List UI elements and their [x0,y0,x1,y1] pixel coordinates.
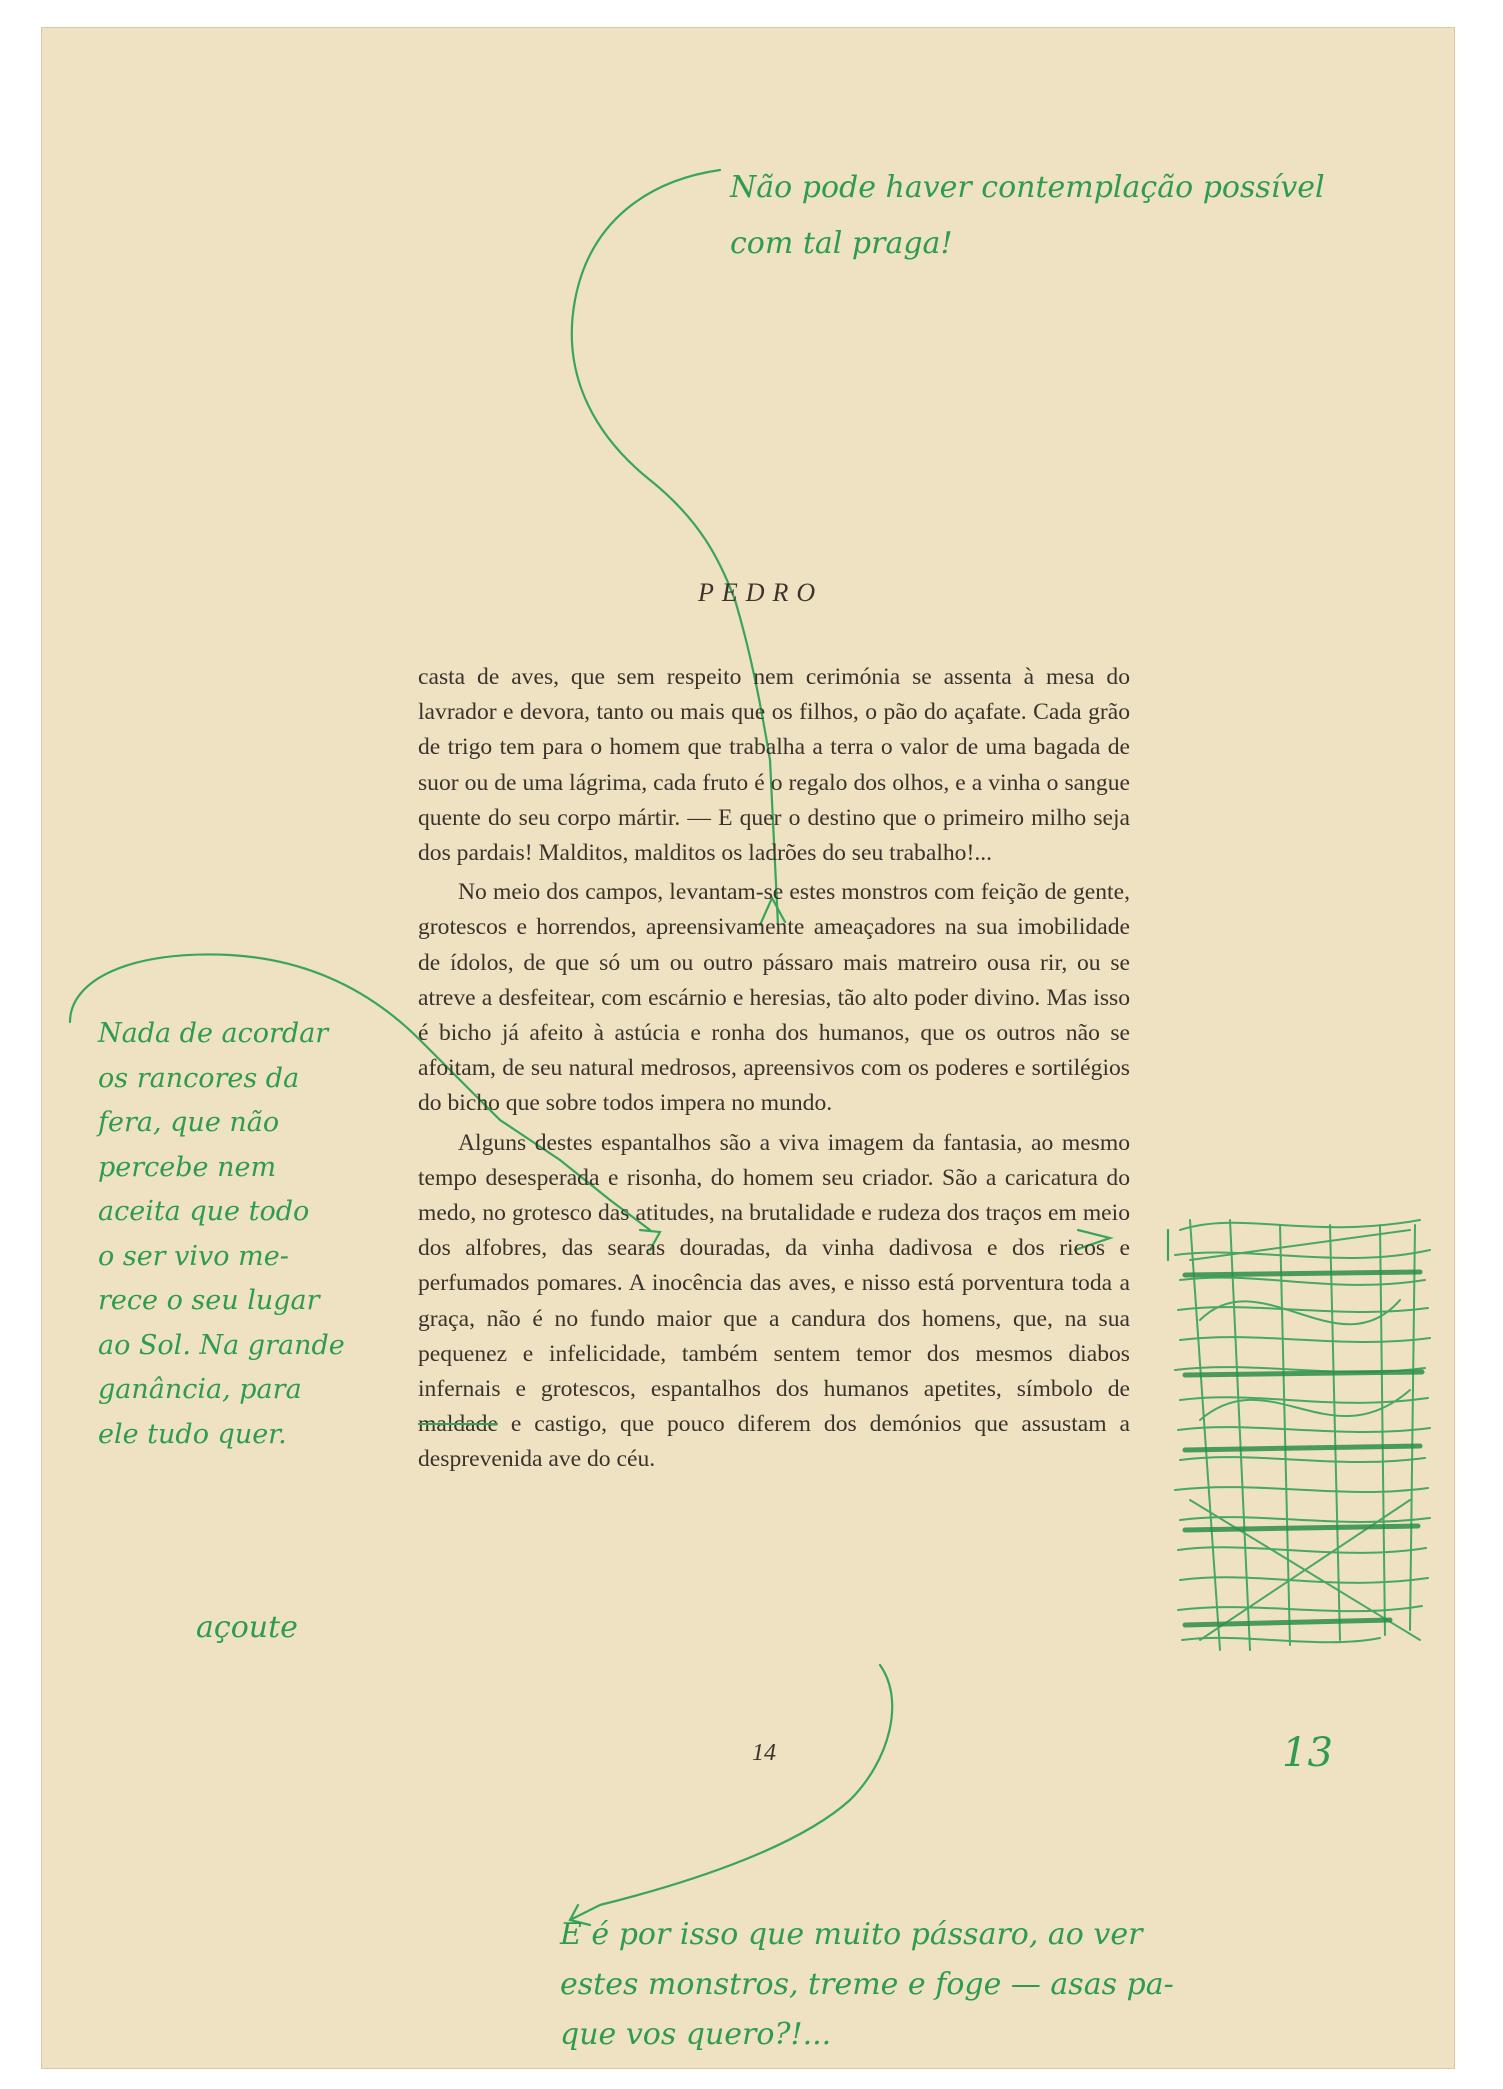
crossed-out-note [1160,1200,1450,1670]
annotation-signature: açoute [196,1610,298,1645]
running-title: PEDRO [698,578,824,607]
annotation-left-line: aceita que todo [98,1196,310,1227]
annotation-bottom [560,1910,1400,2060]
paragraph-3-start: Alguns destes espantalhos são a viva imagem da fantasia, ao mesmo tempo desesperada e risonha, do homem seu criador. São a caricatura do medo, no grotesco das atitudes, na brutalidade e rudeza dos traços em meio dos alfobres, das searas douradas, da vinha dadivosa e dos ricos e perfumados pomares. A inocência das aves, e nisso está porventura toda a graça, não é no fundo maior que a candura dos homens, que, na sua pequenez e infelicidade, também sentem temor dos mesmos diabos infernais e grotescos, espantalhos dos humanos apetites, símbolo de [418,1129,1130,1403]
annotation-left-line: ao Sol. Na grande [98,1329,345,1361]
annotation-left-line: os rancores da [98,1062,300,1094]
annotation-left-line: Nada de acordar [98,1018,329,1049]
annotation-left [98,1012,398,1457]
paragraph-3 [418,1126,1130,1478]
paragraph-3-end: e castigo, que pouco diferem dos demónios que assustam a desprevenida ave do céu. [418,1411,1130,1473]
paragraph-1: casta de aves, que sem respeito nem cerimónia se assenta à mesa do lavrador e devora, tanto ou mais que os filhos, o pão do açafate. Cada grão de trigo tem para o homem que trabalha a terra o valor de uma bagada de suor ou de uma lágrima, cada fruto é o regalo dos olhos, e a vinha o sangue quente do seu corpo mártir. — E quer o destino que o primeiro milho seja dos pardais! Malditos, malditos os ladrões do seu trabalho!... [418,664,1130,867]
annotation-left-line: fera, que não [98,1107,280,1138]
annotation-bottom-line: que vos quero?!... [560,2017,832,2052]
annotation-bottom-line: estes monstros, treme e foge — asas pa- [560,1967,1174,2002]
struck-word: maldade [418,1411,498,1438]
annotation-bottom-line: E é por isso que muito pássaro, ao ver [560,1917,1143,1952]
annotation-left-line: ele tudo quer. [98,1418,287,1450]
annotation-left-line: o ser vivo me- [98,1240,289,1272]
handwritten-page-number: 13 [1282,1730,1333,1776]
annotation-top: Não pode haver contemplação possível com tal praga! [730,170,1325,261]
paragraph-2: No meio dos campos, levantam-se estes monstros com feição de gente, grotescos e horrendos, apreensivamente ameaçadores na sua imobilidade de ídolos, de que só um ou outro pássaro mais matreiro ousa rir, ou se atreve a desfeitear, com escárnio e heresias, tão alto poder divino. Mas isso é bicho já afeito à astúcia e ronha dos humanos, que os outros não se afoitam, de seu natural medrosos, apreensivos com os poderes e sortilégios do bicho que sobre todos impera no mundo. [418,879,1130,1117]
annotation-left-line: percebe nem [98,1151,277,1183]
annotation-left-line: rece o seu lugar [98,1285,320,1316]
body-text [418,660,1130,1478]
annotation-left-line: ganância, para [98,1374,302,1405]
page-number: 14 [752,1740,776,1766]
